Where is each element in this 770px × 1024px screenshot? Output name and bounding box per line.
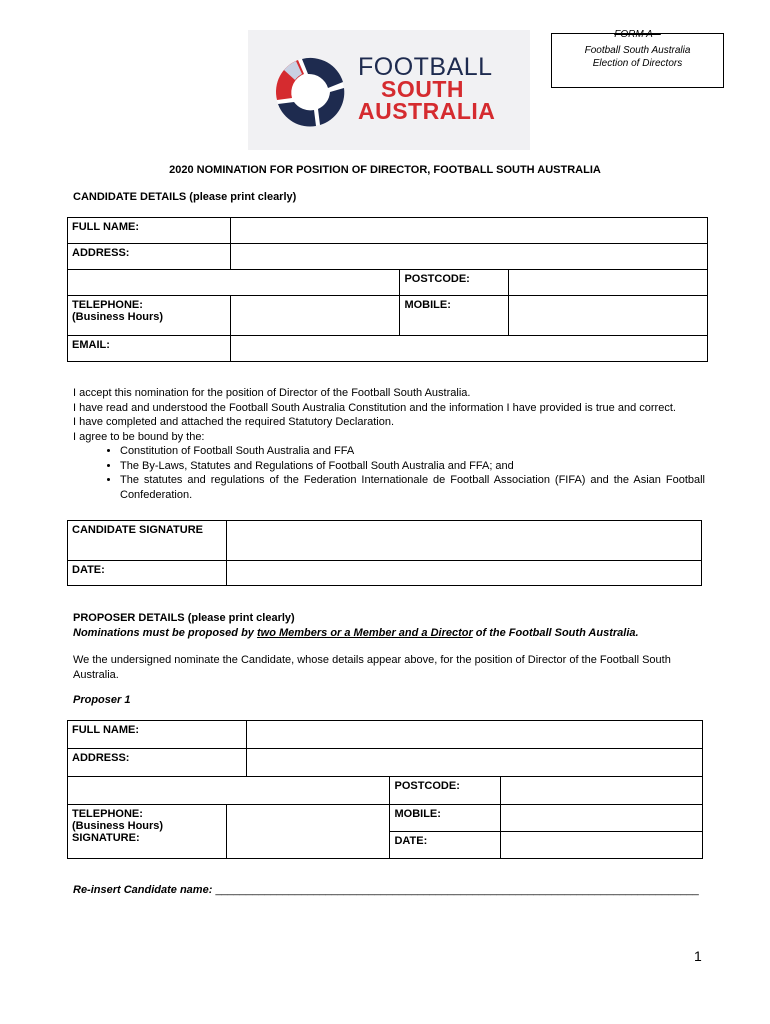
candidate-mobile-label: MOBILE: — [400, 296, 509, 336]
telephone-text: TELEPHONE: — [72, 299, 143, 311]
proposer-business-hours-text: (Business Hours) — [72, 820, 164, 832]
proposer-postcode-label: POSTCODE: — [390, 777, 501, 805]
candidate-telephone-label — [68, 296, 231, 336]
acceptance-line-4: I agree to be bound by the: — [73, 430, 205, 443]
proposer-1-label: Proposer 1 — [73, 694, 131, 706]
logo-word-australia: AUSTRALIA — [358, 98, 496, 124]
proposer-full-name-label: FULL NAME: — [68, 721, 247, 749]
proposer-details-table — [67, 720, 703, 859]
logo-wordmark — [358, 53, 496, 124]
proposer-signature-text: SIGNATURE: — [72, 832, 140, 844]
candidate-telephone-field[interactable] — [230, 296, 400, 336]
candidate-address-field-line2[interactable] — [68, 270, 400, 296]
proposer-address-label: ADDRESS: — [68, 749, 247, 777]
candidate-mobile-field[interactable] — [509, 296, 708, 336]
proposer-full-name-field[interactable] — [246, 721, 702, 749]
proposer-date-field[interactable] — [501, 832, 703, 859]
form-reference-box — [551, 29, 724, 88]
acceptance-line-3: I have completed and attached the required Statutory Declaration. — [73, 416, 395, 428]
proposer-address-field-line2[interactable] — [68, 777, 390, 805]
reinsert-candidate-name — [73, 884, 699, 896]
candidate-details-table — [67, 217, 708, 362]
form-org: Football South Australia — [584, 45, 691, 56]
proposer-postcode-field[interactable] — [501, 777, 703, 805]
acceptance-line-1: I accept this nomination for the position of Director of the Football South Australia. — [73, 387, 471, 399]
candidate-heading: CANDIDATE DETAILS (please print clearly) — [73, 191, 297, 203]
proposer-note-pre: Nominations must be proposed by — [73, 627, 257, 639]
proposer-mobile-label: MOBILE: — [390, 805, 501, 832]
candidate-date-field[interactable] — [226, 561, 701, 586]
candidate-address-field[interactable] — [230, 244, 707, 270]
page-number: 1 — [694, 948, 702, 964]
candidate-email-field[interactable] — [230, 336, 707, 362]
proposer-date-label: DATE: — [390, 832, 501, 859]
candidate-signature-label: CANDIDATE SIGNATURE — [68, 521, 227, 561]
candidate-email-label: EMAIL: — [68, 336, 231, 362]
form-label: FORM A – — [614, 29, 661, 40]
proposer-telephone-signature-label — [68, 805, 227, 859]
document-title: 2020 NOMINATION FOR POSITION OF DIRECTOR, FOOTBALL SOUTH AUSTRALIA — [169, 164, 601, 176]
agreement-item: • Constitution of Football South Australia and FFA — [120, 444, 705, 459]
proposer-statement: We the undersigned nominate the Candidate, whose details appear above, for the position of Director of the Football South Australia. — [73, 654, 671, 681]
proposer-note-post: of the Football South Australia. — [472, 627, 639, 639]
proposer-telephone-text: TELEPHONE: — [72, 808, 143, 820]
proposer-mobile-field[interactable] — [501, 805, 703, 832]
candidate-postcode-field[interactable] — [509, 270, 708, 296]
form-election: Election of Directors — [592, 58, 683, 69]
agreement-list — [73, 444, 705, 502]
agreement-item: • The By-Laws, Statutes and Regulations of Football South Australia and FFA; and — [120, 459, 705, 474]
candidate-address-label: ADDRESS: — [68, 244, 231, 270]
candidate-postcode-label: POSTCODE: — [400, 270, 509, 296]
proposer-note-emphasis: two Members or a Member and a Director — [256, 627, 473, 639]
logo-word-football: FOOTBALL — [358, 53, 493, 81]
candidate-full-name-field[interactable] — [230, 218, 707, 244]
candidate-date-label: DATE: — [68, 561, 227, 586]
logo-word-south: SOUTH — [381, 76, 464, 102]
acceptance-line-2: I have read and understood the Football South Australia Constitution and the information I have provided is true and correct. — [73, 401, 676, 414]
proposer-address-field[interactable] — [246, 749, 702, 777]
business-hours-text: (Business Hours) — [72, 311, 164, 323]
candidate-full-name-label: FULL NAME: — [68, 218, 231, 244]
reinsert-field-line[interactable]: _______________________________________________________________________________ — [215, 884, 699, 896]
candidate-signature-table — [67, 520, 702, 586]
reinsert-label: Re-insert Candidate name: — [73, 884, 213, 896]
proposer-telephone-field[interactable] — [226, 805, 390, 859]
candidate-signature-field[interactable] — [226, 521, 701, 561]
proposer-heading: PROPOSER DETAILS (please print clearly) — [73, 612, 295, 624]
acceptance-statement — [73, 386, 705, 502]
proposer-note — [73, 627, 639, 639]
agreement-item: • The statutes and regulations of the Federation Internationale de Football Association (FIFA) and the Asian Football Confederation. — [120, 473, 705, 502]
